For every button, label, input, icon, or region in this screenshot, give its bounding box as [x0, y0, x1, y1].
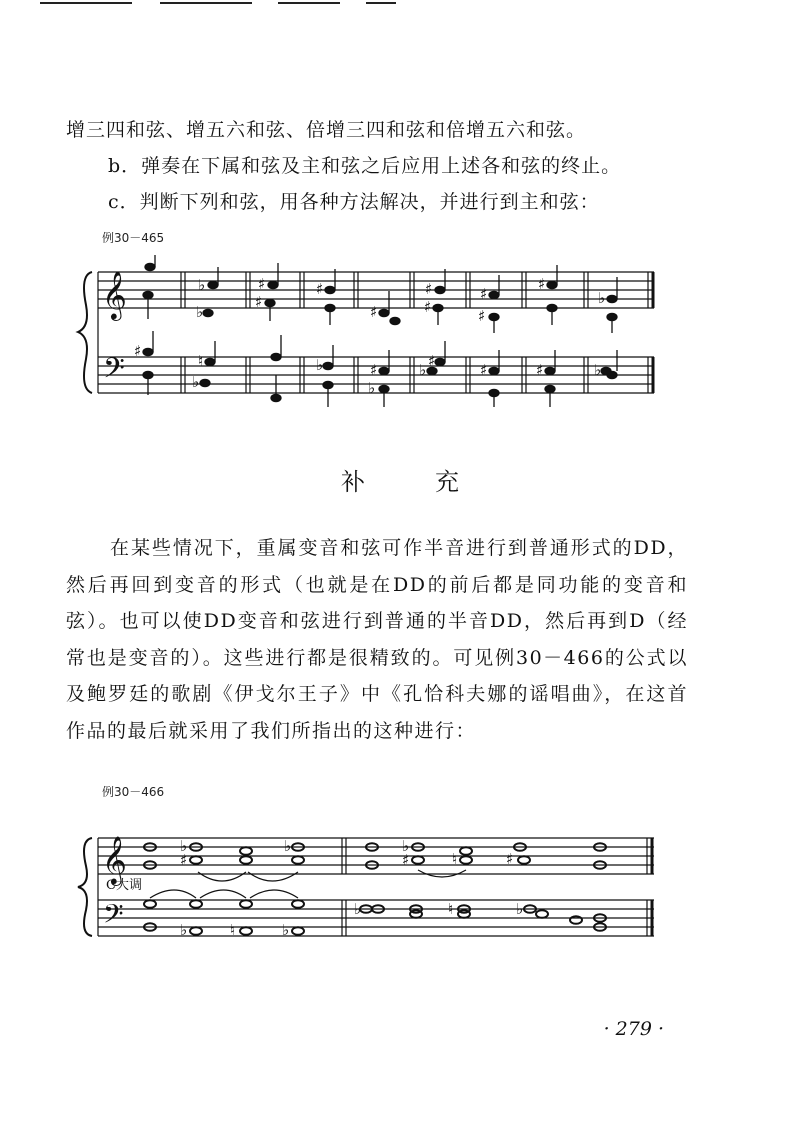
svg-text:♭: ♭: [402, 837, 410, 855]
svg-text:♭: ♭: [282, 921, 290, 939]
svg-text:♯: ♯: [180, 851, 188, 869]
svg-text:♭: ♭: [196, 303, 204, 321]
svg-text:♮: ♮: [448, 900, 454, 918]
svg-text:♯: ♯: [370, 361, 378, 379]
svg-text:𝄢: 𝄢: [103, 898, 124, 936]
svg-text:♯: ♯: [316, 280, 324, 298]
svg-text:♭: ♭: [594, 361, 602, 379]
text-line-3: c．判断下列和弦，用各种方法解决，并进行到主和弦：: [108, 191, 600, 213]
top-rule: [160, 2, 252, 4]
top-rule: [40, 2, 132, 4]
text-line-2: b．弹奏在下属和弦及主和弦之后应用上述各和弦的终止。: [108, 155, 622, 177]
svg-text:♯: ♯: [425, 280, 433, 298]
svg-text:𝄢: 𝄢: [103, 352, 125, 392]
svg-text:♯: ♯: [480, 285, 488, 303]
svg-text:♮: ♮: [230, 921, 236, 939]
svg-text:♯: ♯: [255, 293, 263, 311]
example-label-466: 例30－466: [102, 785, 165, 799]
svg-text:♯: ♯: [538, 275, 546, 293]
score-example-465: [0, 255, 800, 425]
svg-text:♯: ♯: [424, 298, 432, 316]
svg-text:♭: ♭: [368, 379, 376, 397]
svg-text:♯: ♯: [428, 352, 436, 370]
svg-text:♯: ♯: [480, 361, 488, 379]
svg-text:♯: ♯: [134, 342, 142, 360]
text-line-1: 增三四和弦、增五六和弦、倍增三四和弦和倍增五六和弦。: [66, 119, 587, 141]
svg-text:𝄞: 𝄞: [102, 835, 127, 884]
page-number: · 279 ·: [603, 1018, 664, 1040]
svg-text:♭: ♭: [516, 900, 524, 918]
svg-text:♭: ♭: [284, 837, 292, 855]
svg-text:♯: ♯: [506, 850, 514, 868]
svg-text:♯: ♯: [478, 307, 486, 325]
svg-text:♭: ♭: [180, 921, 188, 939]
svg-text:♭: ♭: [598, 289, 606, 307]
svg-text:♭: ♭: [180, 837, 188, 855]
svg-text:♯: ♯: [258, 275, 266, 293]
key-label: C大调: [106, 878, 142, 893]
top-rule: [366, 2, 396, 4]
svg-text:♭: ♭: [198, 276, 206, 294]
svg-text:♯: ♯: [402, 851, 410, 869]
svg-text:♭: ♭: [419, 361, 427, 379]
section-heading: 补充: [341, 468, 529, 496]
svg-text:♮: ♮: [198, 352, 204, 370]
svg-text:♭: ♭: [316, 356, 324, 374]
svg-text:𝄞: 𝄞: [102, 270, 127, 319]
svg-text:♭: ♭: [192, 373, 200, 391]
svg-text:♮: ♮: [452, 850, 458, 868]
example-label-465: 例30－465: [102, 231, 165, 245]
svg-text:♯: ♯: [370, 303, 378, 321]
body-paragraph: 在某些情况下，重属变音和弦可作半音进行到普通形式的DD，然后再回到变音的形式（也就是在DD的前后都是同功能的变音和弦）。也可以使DD变音和弦进行到普通的半音DD，然后再到D（经常也是变音的）。这些进行都是很精致的。可见例30－466的公式以及鲍罗廷的歌剧《伊戈尔王子》中《孔恰科夫娜的谣唱曲》，在这首作品的最后就采用了我们所指出的这种进行：: [66, 537, 688, 742]
top-rule: [278, 2, 340, 4]
svg-text:♯: ♯: [536, 361, 544, 379]
svg-text:♭: ♭: [354, 900, 362, 918]
